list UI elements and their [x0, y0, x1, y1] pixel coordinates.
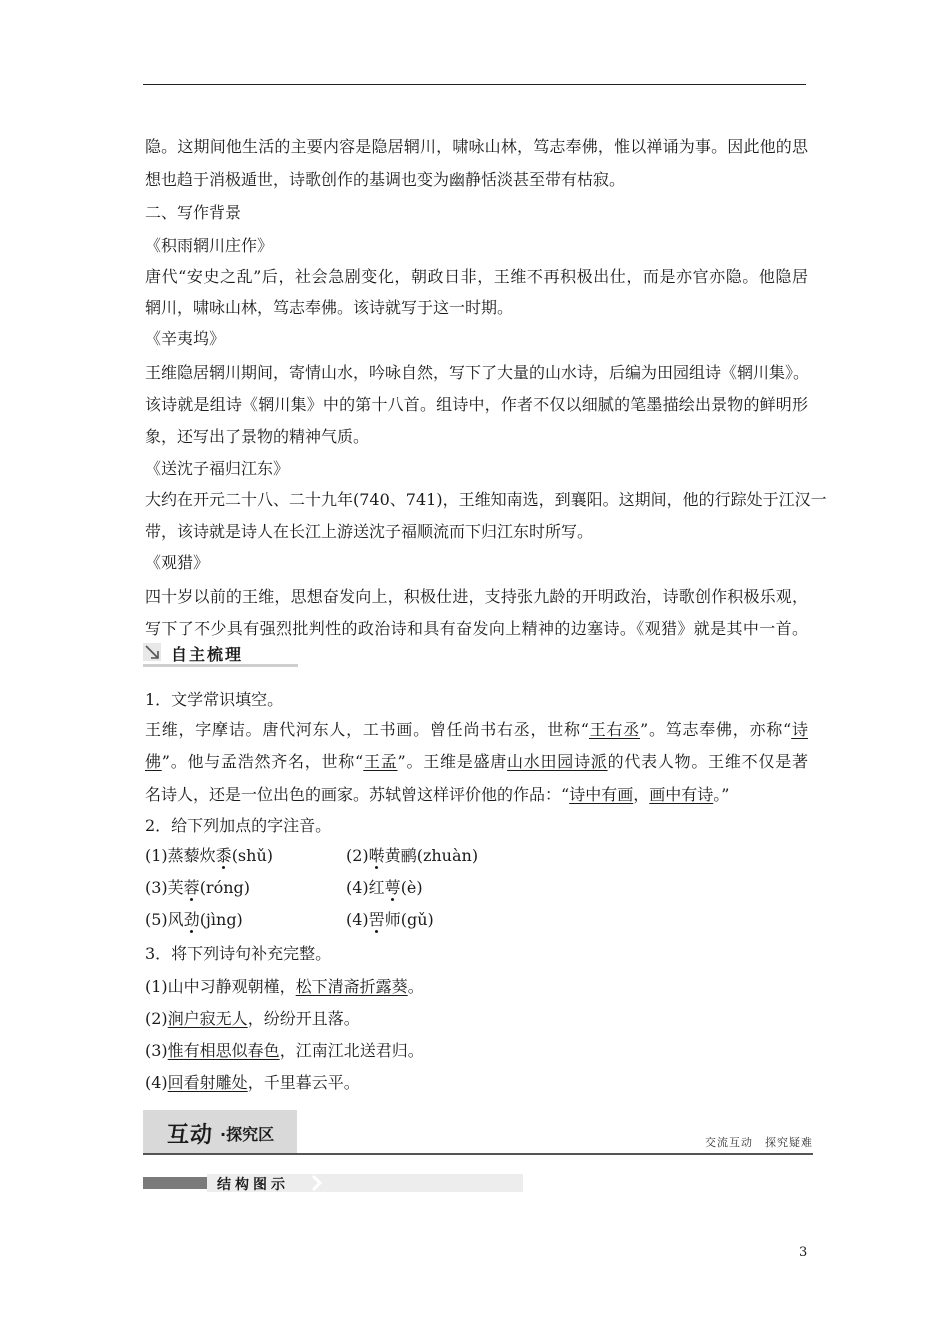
poem-title: 《辛夷坞》 — [145, 329, 226, 348]
poem-background-line: 王维隐居辋川期间，寄情山水，吟咏自然，写下了大量的山水诗，后编为田园组诗《辋川集》。 — [145, 363, 810, 382]
question-1-line: 王维，字摩诘。唐代河东人，工书画。曾任尚书右丞，世称“王右丞”。笃志奉佛，亦称“诗 — [145, 720, 808, 739]
poem-fill-item: (4)回看射雕处，千里暮云平。 — [145, 1073, 360, 1092]
question-1-line: 名诗人，还是一位出色的画家。苏轼曾这样评价他的作品：“诗中有画，画中有诗。” — [145, 785, 730, 804]
banner-right-caption: 交流互动 探究疑难 — [705, 1136, 813, 1149]
question-3-title: 3．将下列诗句补充完整。 — [145, 944, 332, 963]
self-study-title: 自主梳理 — [171, 645, 244, 664]
banner-main-title: 互动 — [167, 1123, 214, 1148]
poem-background-line: 带，该诗就是诗人在长江上游送沈子福顺流而下归江东时所写。 — [145, 522, 594, 541]
question-1-line: 佛”。他与孟浩然齐名，世称“王孟”。王维是盛唐山水田园诗派的代表人物。王维不仅是著 — [145, 752, 808, 771]
answer: 佛 — [145, 752, 162, 771]
answer: 画中有诗 — [649, 785, 714, 804]
poem-fill-item: (3)惟有相思似春色，江南江北送君归。 — [145, 1041, 424, 1060]
pinyin-item: (3)芙蓉(róng) — [145, 878, 250, 897]
pinyin-item: (4)红萼(è) — [346, 878, 423, 897]
answer: 王右丞 — [588, 720, 640, 739]
bio-paragraph-line: 想也趋于消极遁世，诗歌创作的基调也变为幽静恬淡甚至带有枯寂。 — [145, 170, 626, 189]
banner-sub-title: ·探究区 — [220, 1125, 275, 1144]
answer: 惟有相思似春色 — [167, 1041, 280, 1060]
diagonal-arrow-icon — [143, 643, 161, 661]
section-heading: 二、写作背景 — [145, 203, 242, 222]
answer: 诗中有画 — [569, 785, 634, 804]
header-rule — [143, 84, 806, 85]
pinyin-item: (1)蒸藜炊黍(shǔ) — [145, 846, 273, 865]
pinyin-item: (5)风劲(jìng) — [145, 910, 243, 929]
answer: 涧户寂无人 — [167, 1009, 248, 1028]
page-number: 3 — [799, 1245, 808, 1260]
poem-background-line: 写下了不少具有强烈批判性的政治诗和具有奋发向上精神的边塞诗。《观猎》就是其中一首。 — [145, 619, 808, 638]
self-study-heading — [143, 641, 298, 667]
heading-bar-dark — [143, 1177, 207, 1189]
poem-fill-item: (1)山中习静观朝槿，松下清斋折露葵。 — [145, 977, 424, 996]
poem-background-line: 象，还写出了景物的精神气质。 — [145, 427, 370, 446]
answer: 诗 — [791, 720, 808, 739]
question-1-title: 1．文学常识填空。 — [145, 690, 284, 709]
pinyin-item: (4)罟师(gǔ) — [346, 910, 434, 929]
question-2-title: 2．给下列加点的字注音。 — [145, 816, 332, 835]
chevron-right-icon — [311, 1174, 323, 1192]
poem-title: 《送沈子福归江东》 — [145, 459, 290, 478]
structure-title: 结构图示 — [217, 1177, 289, 1193]
poem-background-line: 唐代“安史之乱”后，社会急剧变化，朝政日非，王维不再积极出仕，而是亦官亦隐。他隐居 — [145, 267, 808, 286]
poem-background-line: 大约在开元二十八、二十九年(740、741)，王维知南选，到襄阳。这期间，他的行踪处于江汉一 — [145, 490, 827, 509]
poem-fill-item: (2)涧户寂无人，纷纷开且落。 — [145, 1009, 360, 1028]
self-study-underline — [143, 664, 298, 667]
pinyin-item: (2)啭黄鹂(zhuàn) — [346, 846, 479, 865]
interaction-section-banner — [143, 1110, 813, 1154]
poem-background-line: 辋川，啸咏山林，笃志奉佛。该诗就写于这一时期。 — [145, 298, 514, 317]
poem-background-line: 该诗就是组诗《辋川集》中的第十八首。组诗中，作者不仅以细腻的笔墨描绘出景物的鲜明形 — [145, 395, 808, 414]
answer: 松下清斋折露葵 — [295, 977, 408, 996]
banner-rule — [143, 1153, 813, 1155]
answer: 回看射雕处 — [167, 1073, 248, 1092]
bio-paragraph-line: 隐。这期间他生活的主要内容是隐居辋川，啸咏山林，笃志奉佛，惟以禅诵为事。因此他的思 — [145, 137, 808, 156]
poem-title: 《积雨辋川庄作》 — [145, 236, 274, 255]
poem-background-line: 四十岁以前的王维，思想奋发向上，积极仕进，支持张九龄的开明政治，诗歌创作积极乐观， — [145, 587, 808, 606]
answer: 山水田园诗派 — [507, 752, 608, 771]
structure-diagram-heading — [143, 1174, 523, 1192]
answer: 王孟 — [363, 752, 398, 771]
poem-title: 《观猎》 — [145, 553, 210, 572]
